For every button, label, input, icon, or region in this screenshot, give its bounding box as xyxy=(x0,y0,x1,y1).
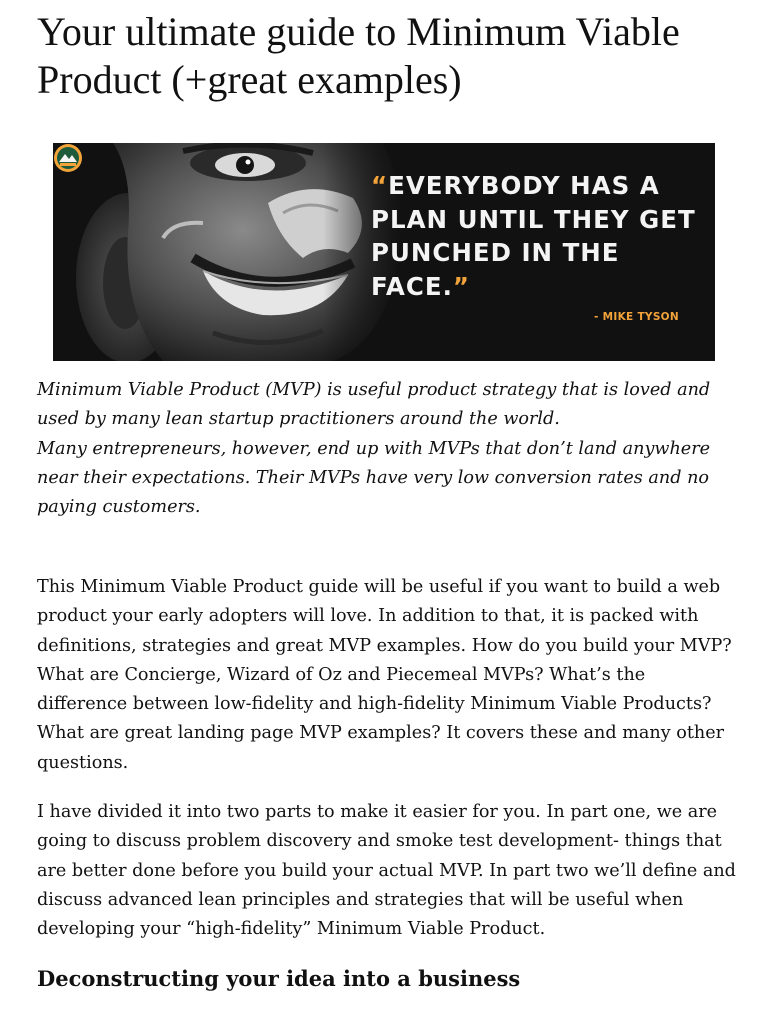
body-paragraph-2: I have divided it into two parts to make it easier for you. In part one, we are going to discuss problem discovery and smoke test development- things that are better done before you build your actual MVP. In part two we’ll define and discuss advanced lean principles and strategies that will be useful when developing your “high-fidelity” Minimum Viable Product. xyxy=(37,802,736,940)
intro-paragraph xyxy=(37,376,737,522)
quote-text: EVERYBODY HAS A PLAN UNTIL THEY GET PUNCHED IN THE FACE. xyxy=(371,171,696,301)
intro-line-1: Minimum Viable Product (MVP) is useful product strategy that is loved and used by many lean startup practitioners around the world. xyxy=(37,380,711,430)
logo-icon xyxy=(53,143,83,173)
hero-quote xyxy=(371,169,701,303)
quote-close-mark: ” xyxy=(452,271,471,301)
hero-image xyxy=(53,143,715,361)
quote-attribution: - MIKE TYSON xyxy=(594,311,679,323)
article-title: Your ultimate guide to Minimum Viable Product (+great examples) xyxy=(37,9,680,102)
intro-line-2: Many entrepreneurs, however, end up with MVPs that don’t land anywhere near their expectations. Their MVPs have very low conversion rates and no paying customers. xyxy=(37,438,711,518)
body-paragraph-1: This Minimum Viable Product guide will be useful if you want to build a web product your early adopters will love. In addition to that, it is packed with definitions, strategies and great MVP examples. How do you build your MVP? What are Concierge, Wizard of Oz and Piecemeal MVPs? What’s the difference between low-fidelity and high-fidelity Minimum Viable Products? What are great landing page MVP examples? It covers these and many other questions. xyxy=(37,577,732,773)
quote-open-mark: “ xyxy=(371,171,389,200)
section-heading: Deconstructing your idea into a business xyxy=(37,966,521,991)
